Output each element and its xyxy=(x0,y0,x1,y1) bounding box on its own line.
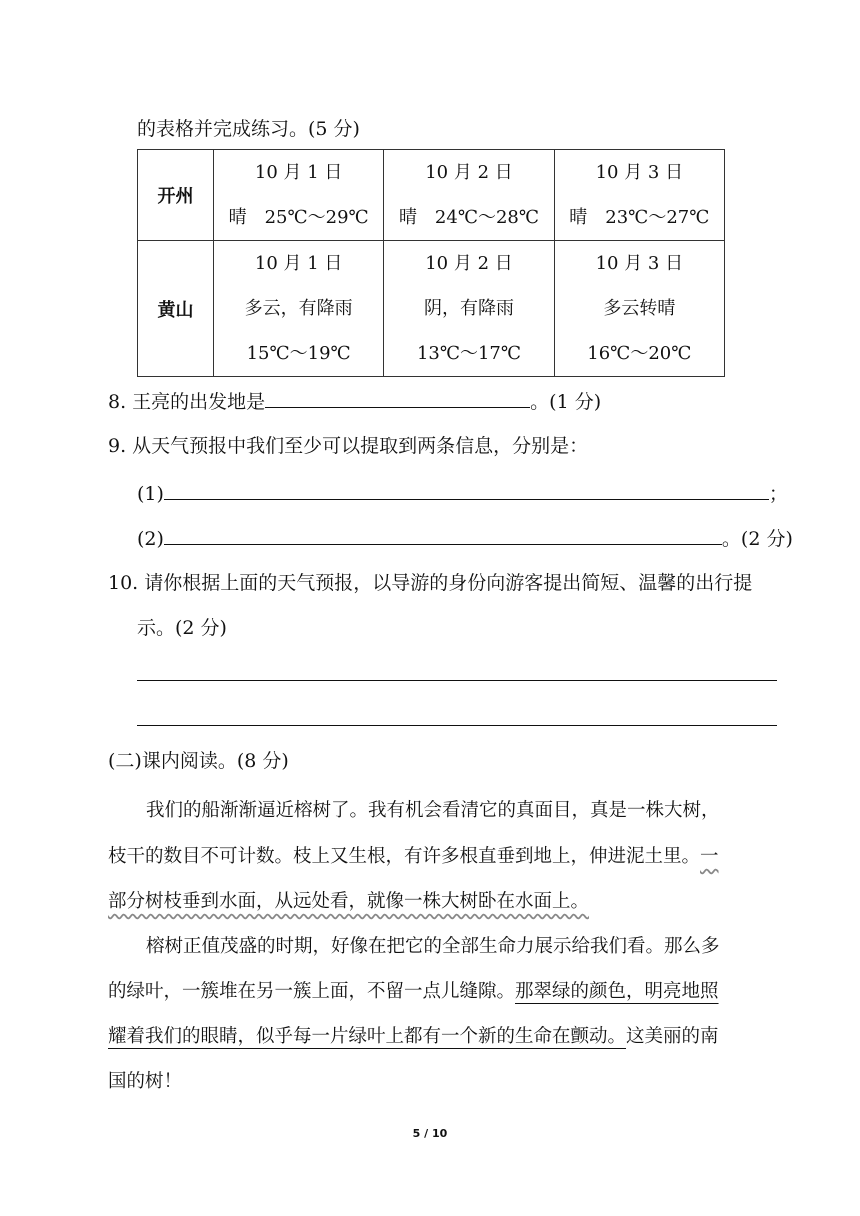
passage-line: 我们的船渐渐逼近榕树了。我有机会看清它的真面目，真是一株大树， xyxy=(146,800,720,821)
answer-blank[interactable] xyxy=(164,481,769,500)
question-9: 9. 从天气预报中我们至少可以提取到两条信息，分别是： xyxy=(108,435,589,457)
answer-line[interactable] xyxy=(137,680,777,681)
weather-cell: 10 月 1 日 晴 25℃～29℃ xyxy=(214,150,384,241)
weather-cell: 10 月 1 日 多云，有降雨 15℃～19℃ xyxy=(214,241,384,377)
section-heading: (二)课内阅读。(8 分) xyxy=(108,750,289,772)
answer-line[interactable] xyxy=(137,725,777,726)
answer-blank[interactable] xyxy=(265,389,530,408)
passage-line: 国的树！ xyxy=(108,1071,183,1092)
question-8: 8. 王亮的出发地是 。(1 分) xyxy=(108,391,602,413)
intro-line: 的表格并完成练习。(5 分) xyxy=(137,118,360,140)
answer-blank[interactable] xyxy=(164,526,722,545)
weather-cell: 10 月 2 日 阴，有降雨 13℃～17℃ xyxy=(384,241,554,377)
weather-cell: 10 月 2 日 晴 24℃～28℃ xyxy=(384,150,554,241)
passage-line: 枝干的数目不可计数。枝上又生根，有许多根直垂到地上，伸进泥土里。一 xyxy=(108,846,719,867)
weather-cell: 10 月 3 日 晴 23℃～27℃ xyxy=(554,150,724,241)
table-row xyxy=(138,150,725,241)
passage-line: 耀着我们的眼睛，似乎每一片绿叶上都有一个新的生命在颤动。这美丽的南 xyxy=(108,1026,719,1047)
table-row xyxy=(138,241,725,377)
question-9-item-1: (1) ； xyxy=(137,483,788,505)
passage-line: 榕树正值茂盛的时期，好像在把它的全部生命力展示给我们看。那么多 xyxy=(146,936,720,957)
passage-line: 的绿叶，一簇堆在另一簇上面，不留一点儿缝隙。那翠绿的颜色，明亮地照 xyxy=(108,981,719,1002)
city-cell: 黄山 xyxy=(138,241,214,377)
question-10-cont: 示。(2 分) xyxy=(137,617,227,639)
city-cell: 开州 xyxy=(138,150,214,241)
page-number: 5 / 10 xyxy=(412,1127,448,1140)
passage-line: 部分树枝垂到水面，从远处看，就像一株大树卧在水面上。 xyxy=(108,891,590,912)
question-10: 10. 请你根据上面的天气预报，以导游的身份向游客提出简短、温馨的出行提 xyxy=(108,572,753,594)
weather-table xyxy=(137,149,725,377)
weather-cell: 10 月 3 日 多云转晴 16℃～20℃ xyxy=(554,241,724,377)
question-9-item-2: (2) 。(2 分) xyxy=(137,528,793,550)
